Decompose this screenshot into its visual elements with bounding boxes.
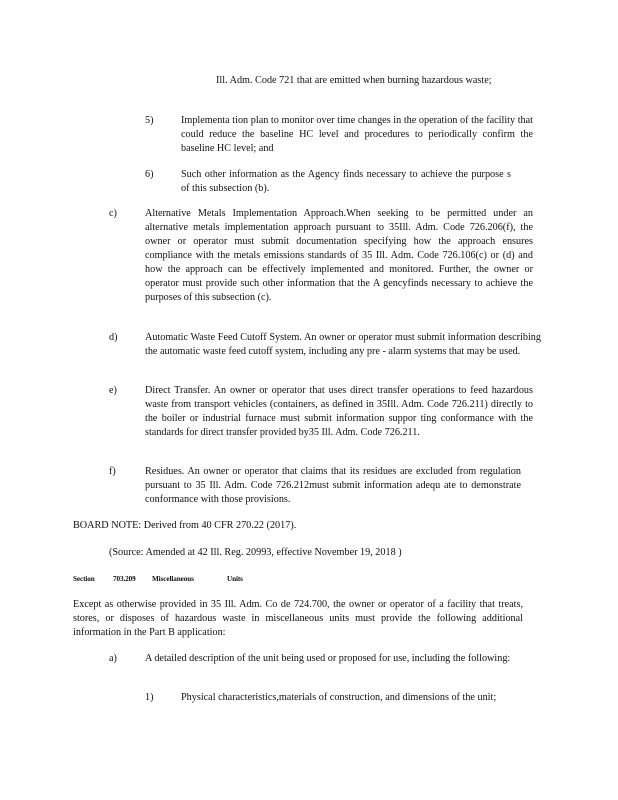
subsection-a-text: A detailed description of the unit being used or proposed for use, including the following: (145, 653, 511, 664)
section-title-word-1: Miscellaneous (152, 575, 194, 583)
item-6-number: 6) (145, 169, 154, 180)
item-5-number: 5) (145, 115, 154, 126)
subsection-f-number: f) (109, 466, 116, 477)
section-heading (73, 572, 273, 584)
item-a1-number: 1) (145, 692, 154, 703)
item-4-continuation: Ill. Adm. Code 721 that are emitted when burning hazardous waste; (216, 75, 492, 86)
section-label: Section (73, 575, 95, 583)
subsection-e-text: Direct Transfer. An owner or operator that uses direct transfer operations to feed hazardous waste from transport vehicles (containers, as defined in 35Ill. Adm. Code 726.211) directly to the boiler or industrial furnace must submit information suppor ting conformance with the standards for direct transfer provided by35 Ill. Adm. Code 726.211. (145, 385, 533, 438)
item-5-text: Implementa tion plan to monitor over time changes in the operation of the facility that could reduce the baseline HC level and procedures to periodically confirm the baseline HC level; and (181, 115, 533, 154)
source-note: (Source: Amended at 42 Ill. Reg. 20993, effective November 19, 2018 ) (109, 547, 402, 558)
item-a1-text: Physical characteristics,materials of construction, and dimensions of the unit; (181, 692, 497, 703)
section-title-word-2: Units (227, 575, 243, 583)
section-number: 703.209 (113, 575, 136, 583)
board-note: BOARD NOTE: Derived from 40 CFR 270.22 (2017). (73, 520, 297, 531)
section-intro-paragraph: Except as otherwise provided in 35 Ill. Adm. Co de 724.700, the owner or operator of a facility that treats, stores, or disposes of hazardous waste in miscellaneous units must provide the following additional information in the Part B application: (73, 599, 523, 638)
subsection-e-number: e) (109, 385, 117, 396)
item-6-text: Such other information as the Agency finds necessary to achieve the purpose s of this subsection (b). (181, 169, 511, 194)
subsection-d-number: d) (109, 332, 118, 343)
subsection-a-number: a) (109, 653, 117, 664)
subsection-c-number: c) (109, 208, 117, 219)
subsection-d-text: Automatic Waste Feed Cutoff System. An owner or operator must submit information describing the automatic waste feed cutoff system, including any pre - alarm systems that may be used. (145, 332, 541, 357)
subsection-f-text: Residues. An owner or operator that claims that its residues are excluded from regulation pursuant to 35 Ill. Adm. Code 726.212must submit information adequ ate to demonstrate conformance with those provisions. (145, 466, 521, 505)
subsection-c-text: Alternative Metals Implementation Approach.When seeking to be permitted under an alternative metals implementation approach pursuant to 35Ill. Adm. Code 726.206(f), the owner or operator must submit documentation specifying how the approach ensures compliance with the metals emissions standards of 35 Ill. Adm. Code 726.106(c) or (d) and how the approach can be effectively implemented and monitored. Further, the owner or operator must provide such other information that the A gencyfinds necessary to achieve the purposes of this subsection (c). (145, 208, 533, 303)
